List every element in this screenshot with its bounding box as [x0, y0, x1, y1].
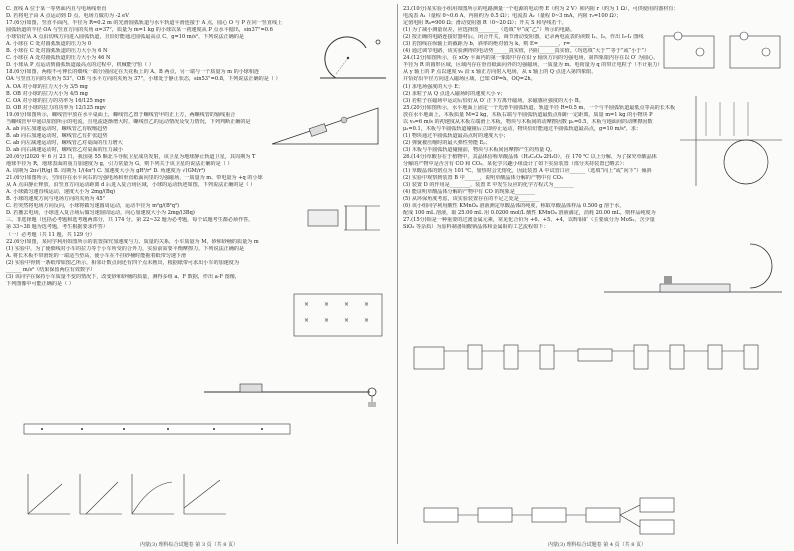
right-text-line: (3) 装置 D 的作用是________，装置 E 中发生反应的化学方程式为________ — [403, 182, 574, 189]
left-text-line: 21.(6分)如图所示，空间存在水平向右的匀强电场和垂直纸面向里的匀强磁场，一质量为 m、带电量为 +q 的小球 — [6, 175, 263, 182]
svg-text:×: × — [304, 301, 310, 308]
incline-figure — [270, 104, 380, 146]
left-text-line: B. ab 向右加速运动时，螺线管乙有扩张趋势 — [6, 132, 108, 139]
right-text-line: 半径为 R 的圆形区域，区域内存在垂直纸面向外的匀强磁场，一质量为 m、电荷量为 q 的带正电粒子（不计重力） — [403, 62, 663, 69]
right-text-line: 放在水平地面上，木板质量 M=2 kg，木板右端与半圆弧轨道最低点相距一定距离，质量 m=1 kg 的小物块 P — [403, 111, 653, 118]
right-text-line: (3) 若粒子在磁场中运动后恰好从 O′ 正下方离开磁场，求磁感应强度的大小 B。 — [403, 97, 584, 104]
svg-text:×: × — [324, 301, 330, 308]
left-text-line: B. 小球的速度方向与电场方向的夹角为 45° — [6, 196, 106, 203]
left-text-line: 20.(6分)2020 年 6 月 23 日，我国第 55 颗北斗导航卫星成功发射，该卫星为地球静止轨道卫星，其周期为 T — [6, 153, 256, 160]
right-text-line: 25.(20分)如图所示，水平地面上固定一个光滑半圆弧轨道，轨道半径 R=0.5 m，一个与半圆弧轨道最低点等高的长木板 — [403, 104, 676, 111]
right-text-line: (1) 求电场强度的大小 E； — [403, 83, 464, 90]
right-text-line: 26.(14分)草酸存在于植物中，其晶体俗称草酸晶体（H₂C₂O₄·2H₂O），在 170 ℃ 以上分解，为了探究草酸晶体 — [403, 153, 657, 160]
left-text-line: A. ab 向左加速运动时，螺线管乙有收缩趋势 — [6, 125, 108, 132]
cart-apparatus-figure — [200, 362, 388, 408]
right-text-line: 电流表 A₁（量程 0~0.6 A，内阻约为 0.5 Ω）；电流表 A₂（量程 0~3 mA，内阻 r₂=100 Ω）； — [403, 13, 622, 20]
right-text-line: 并恰好沿半径方向进入磁场区域，已知 OP=h，OQ=2h。 — [403, 76, 536, 83]
left-text-line: C. 直线 A 位于某一等势面内且与电场线垂直 — [6, 6, 107, 12]
right-text-line: 23.(10分)某实验小组用如图所示的电路测量一个电源的电动势 E（约为 2 V）和内阻 r（约为 1 Ω），可供使用的器材有： — [403, 6, 679, 12]
right-text-line: (1) 物块通过半圆弧轨道最高点时的速度大小； — [403, 132, 509, 139]
right-text-line: (2) 弹簧被压缩时的最大弹性势能 Eₚ； — [403, 139, 491, 146]
left-text-line: (3) 该同学在保持小车质量不变的情况下，改变砂和砂桶的质量，测得多组 a、F 数据，作出 a-F 图像， — [6, 273, 240, 280]
left-text-line: C. 小球在 A 处对圆弧轨道的压力大小为 46 N — [6, 55, 111, 62]
right-text-line: 24.(12分)如图所示，在 xOy 平面内的第一象限中存在沿 y 轴负方向的匀强电场，第四象限内存在以 O′ 为圆心、 — [403, 55, 659, 62]
right-text-line: 以 v₀=6 m/s 的初速度从木板左端滑上木板，物块与木板间的动摩擦因数 μ₁=0.5，木板与地面间的动摩擦因数 — [403, 118, 653, 125]
left-text-line: 18.(6分)如图，两根不可伸长的细线一端分别固定在天花板上的 A、B 两点，另一端与一个质量为 m 的小球相连 — [6, 69, 260, 76]
svg-text:×: × — [364, 317, 370, 324]
right-text-line: (1) 为了减小测量误差，应选择图________（选填“甲”或“乙”）所示的电路。 — [403, 27, 576, 34]
process-flow-figure — [420, 494, 720, 540]
circuit-figures — [660, 30, 786, 74]
left-text-line: OA 与竖直方向的夹角为 53°，OB 与水平方向的夹角为 37°，小球处于静止状态，sin53°=0.8，下列说法正确的是（ ） — [6, 76, 281, 83]
board-track-figure — [600, 236, 786, 300]
left-text-line: D. 若撤去电场，小球进入复合场后做匀速圆周运动，向心加速度大小为 2mg/(3Bq) — [6, 210, 195, 217]
svg-text:×: × — [304, 317, 310, 324]
right-text-line: (4) 通过调节电路，该实验测得的电动势______真实值，内阻______真实值。（均选填“大于”“等于”或“小于”） — [403, 48, 650, 55]
left-text-line: 小球恰好从 A 点沿切线方向进入圆弧轨道，且恰好能通过圆弧最高点 C，g=10 m/s²，下列说法正确的是 — [6, 34, 244, 41]
right-text-line: (1) 草酸晶体的熔点为 101 ℃，加热时会先熔化，因此装置 A 中试管口应______（选填“向上”或“向下”）倾斜 — [403, 168, 652, 175]
left-text-line: C. OA 对小球的拉力的功率为 16/125 mgv — [6, 97, 106, 104]
svg-text:×: × — [344, 301, 350, 308]
right-text-line: (3) 木板与半圆弧轨道碰撞前，物块与木板间因摩擦产生的热量 Q。 — [403, 146, 556, 153]
left-text-line: 22.(6分)如图，某同学利用如图所示的装置探究加速度与力、质量的关系，小车质量为 M，砂和砂桶的质量为 m — [6, 238, 259, 245]
left-text-line: 从 A 点由静止释放，沿竖直方向运动距离 d 后进入复合场区域，小球的运动轨迹如图，下列说法正确的是（ ） — [6, 182, 256, 189]
svg-text:×: × — [324, 317, 330, 324]
left-text-line: 17.(6分)如图，竖直平面内，半径为 R=0.2 m 的光滑圆弧轨道与水平轨道平滑连接于 A 点，圆心 O 与 P 在同一竖直线上 — [6, 20, 283, 27]
right-text-line: 配成 100 mL 溶液，取 25.00 mL 用 0.0200 mol/L 酸性 KMnO₄ 溶液滴定，消耗 20.00 mL，则样品纯度为 — [403, 210, 656, 217]
right-text-line: μ₂=0.1，木板与半圆弧轨道碰撞后立即停止运动，物块恰好能通过半圆弧轨道最高点，g=10 m/s²，求： — [403, 125, 642, 132]
left-text-line: D. ab 向右减速运动时，螺线管乙对桌面的压力减小 — [6, 146, 123, 153]
left-text-line: D. 小球从 P 点运动到圆弧轨道最高点的过程中，机械能守恒（ ） — [6, 62, 154, 69]
lab-apparatus-figure — [408, 337, 790, 373]
left-text-line: 当螺线管甲中通以如图所示的电流，且电流逐渐增大时，螺线管乙的运动情况及受力情况，下列判断正确的是 — [6, 118, 251, 125]
right-text-line: 27.(15分)钼是一种重要的过渡金属元素，常见化合价为 +6、+5、+4，以辉钼矿（主要成分为 MoS₂，含少量 — [403, 217, 655, 224]
left-text-line: C. 若突然将电场方向反向，小球将做匀速圆周运动，运动半径为 m²g/(B²q²) — [6, 203, 180, 210]
magnetic-field-figure — [676, 92, 786, 188]
left-text-line: 19.(6分)如图所示，螺线管甲放在水平桌面上，螺线管乙置于螺线管甲的正上方，两螺线管的轴线重合 — [6, 111, 236, 118]
field-region-figure — [290, 290, 386, 340]
left-text-line: D. OB 对小球的拉力的功率为 12/125 mgv — [6, 104, 106, 111]
left-text-line: C. ab 向左减速运动时，螺线管乙对桌面的压力增大 — [6, 139, 123, 146]
left-text-line: 下列图像中可能正确的是（ ） — [6, 280, 74, 287]
left-text-line: A. 小球在 C 处对圆弧轨道的压力为 0 — [6, 41, 92, 48]
left-text-line: A. 周期为 2π√(R/g) B. 周期为 1/(4π²) C. 加速度大小为 gR²/r² D. 角速度为 √(GM/r³) — [6, 168, 206, 175]
right-text-line: (6) 该小组同学利用酸性 KMnO₄ 溶液测定草酸晶体的纯度，称取草酸晶体样品 0.500 g 溶于水， — [403, 203, 625, 210]
left-text-line: 圆弧轨道的半径 OA 与竖直方向的夹角 α=37°，质量为 m=1 kg 的小球以某一初速度从 P 点水平抛出，sin37°=0.6 — [6, 27, 273, 34]
left-text-line: ______ m/s²（结果保留两位有效数字） — [6, 266, 96, 273]
left-text-line: B. 小球在 C 处对圆弧轨道的压力大小为 6 N — [6, 48, 108, 55]
right-text-line: (3) 若图线在纵轴上的截距为 b，斜率的绝对值为 k，则 E=________，r=________ — [403, 41, 591, 48]
af-graph-options — [22, 470, 232, 524]
left-text-line: A. OA 对小球的拉力大小为 3/5 mg — [6, 83, 88, 90]
right-text-line: (5) 从环保角度考虑，该实验装置存在的不足之处是________ — [403, 196, 540, 203]
right-text-line: (4) 能证明草酸晶体分解的产物中有 CO 的现象是________ — [403, 189, 536, 196]
left-text-line: 地球半径为 R，地球表面的重力加速度为 g，引力常量为 G，则下列关于该卫星的说法正确的是（ ） — [6, 161, 233, 168]
ticker-tape-figure — [22, 416, 292, 442]
page-footer-left: 内蒙(3) 理科综合试题卷 第 3 页（共 8 页） — [140, 542, 238, 548]
svg-text:×: × — [344, 317, 350, 324]
left-text-line: 三、非选择题（包括必考题和选考题两部分，共 174 分。第 22~32 题为必考题，每个试题考生都必须作答。 — [6, 217, 254, 224]
page-footer-right: 内蒙(3) 理科综合试题卷 第 4 页（共 8 页） — [548, 542, 646, 548]
right-text-line: SiO₂ 等杂质）为原料制备钼酸钠晶体和金属钼的工艺流程如下： — [403, 224, 549, 231]
left-text-line: D. 若将电子由 A 点运动到 D 点，电场力做功为 -2 eV — [6, 13, 129, 20]
solenoid-figure — [304, 200, 386, 236]
right-text-line: (2) 实验中观察到装置 B 中______，说明草酸晶体分解的产物中有 CO₂ — [403, 175, 563, 182]
column-divider — [397, 4, 398, 544]
circular-track-figure — [318, 28, 388, 84]
left-text-line: A. 将长木板不带滑轮的一端适当垫高，使小车在不挂砂桶时能拖着纸带匀速下滑 — [6, 252, 187, 259]
right-text-line: 分解的产物中是否含有 CO 和 CO₂，某化学兴趣小组设计了如下实验装置（部分夹持装置已略去）： — [403, 161, 628, 168]
left-text-line: 第 33~38 题为选考题，考生根据要求作答） — [6, 224, 108, 231]
right-text-line: (2) 按正确的电路连接好器材后，闭合开关，调节滑动变阻器，记录两电流表的读数 I₁、I₂，作出 I₂-I₁ 图线 — [403, 34, 644, 41]
right-text-line: 定值电阻 R₀=900 Ω；滑动变阻器 R（0~20 Ω）；开关 S 和导线若干。 — [403, 20, 567, 27]
right-text-line: (2) 求粒子从 Q 点进入磁场时的速度大小 v； — [403, 90, 506, 97]
left-text-line: B. OB 对小球的拉力大小为 4/5 mg — [6, 90, 88, 97]
left-text-line: (1) 实验中，为了使细线对小车的拉力等于小车所受的合外力，实验前需要平衡摩擦力，下列说法正确的是 — [6, 245, 245, 252]
left-text-line: （一）必考题（共 11 题，共 129 分） — [6, 231, 95, 238]
right-text-line: 从 y 轴上的 P 点以速度 v₀ 沿 x 轴正方向射入电场，从 x 轴上的 Q 点进入第四象限， — [403, 69, 597, 76]
left-text-line: A. 小球做匀速直线运动，速度大小为 2mg/(Bq) — [6, 189, 115, 196]
left-text-line: (2) 实验中得到一条纸带如图乙所示，相邻计数点间还有四个点未画出，根据纸带可求出小车的加速度为 — [6, 259, 239, 266]
left-column — [6, 6, 389, 538]
svg-text:×: × — [364, 301, 370, 308]
